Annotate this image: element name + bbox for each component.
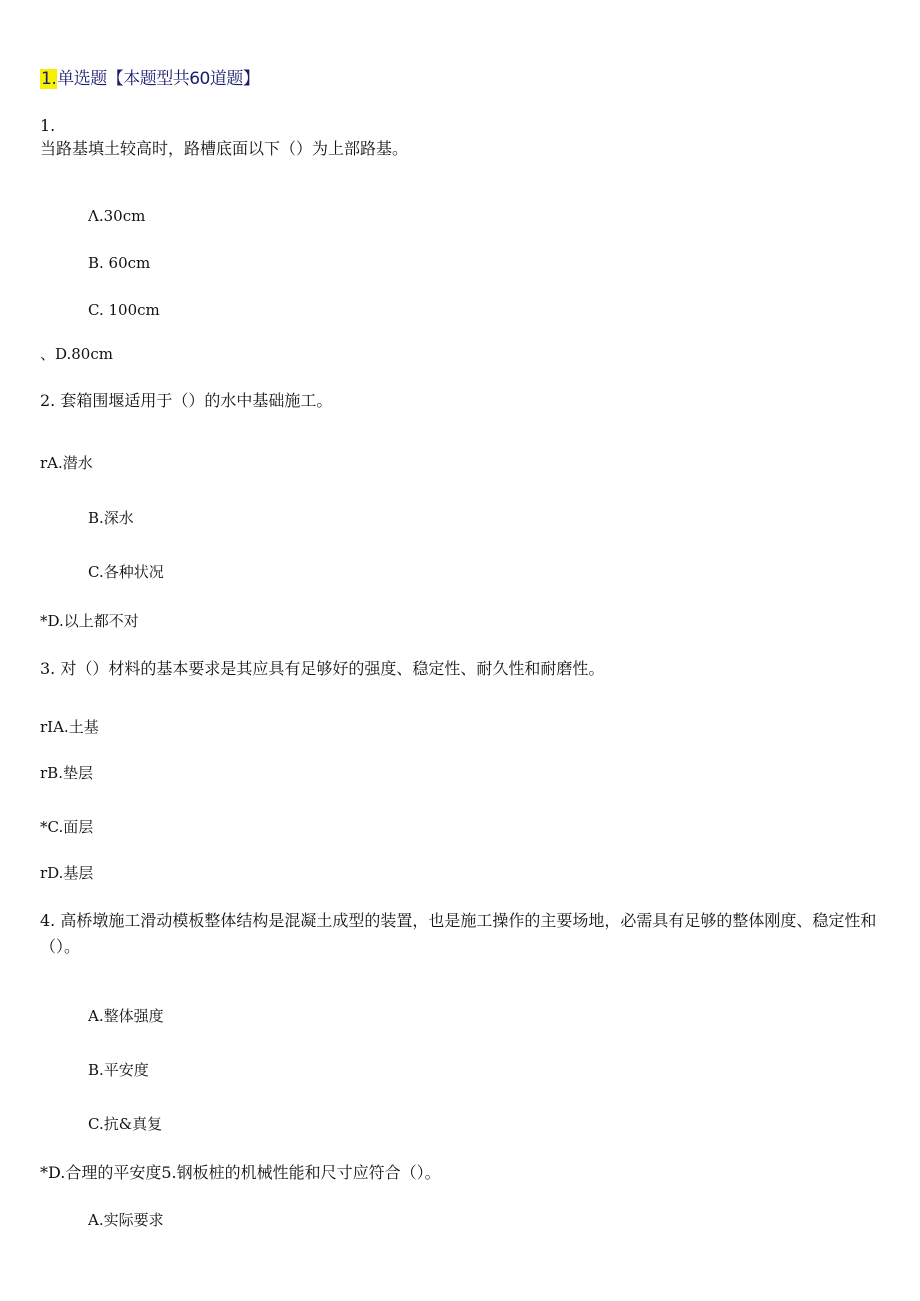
question-4-option-d-and-question-5-text[interactable]: *D.合理的平安度5.钢板桩的机械性能和尺寸应符合（）。: [40, 1163, 441, 1182]
question-1-option-d[interactable]: 、D.80cm: [40, 345, 113, 363]
question-3-option-d[interactable]: rD.基层: [40, 864, 94, 882]
section-number: 1.: [41, 69, 57, 89]
question-3-option-a[interactable]: rIA.土基: [40, 718, 99, 736]
question-4-option-c[interactable]: C.抗&真复: [88, 1115, 163, 1133]
question-1-option-b[interactable]: B. 60cm: [88, 254, 151, 272]
question-2-option-a[interactable]: rA.潜水: [40, 454, 93, 472]
question-2-option-b[interactable]: B.深水: [88, 509, 134, 527]
question-2-text: 2. 套箱围堰适用于（）的水中基础施工。: [40, 391, 333, 410]
question-1-option-a[interactable]: Λ.30cm: [88, 207, 146, 225]
question-1-option-c[interactable]: C. 100cm: [88, 301, 160, 319]
section-heading: [40, 64, 259, 89]
question-4-option-a[interactable]: A.整体强度: [88, 1007, 164, 1025]
question-2-option-c[interactable]: C.各种状况: [88, 563, 164, 581]
question-2-option-d[interactable]: *D.以上都不对: [40, 612, 139, 630]
question-3-option-c[interactable]: *C.面层: [40, 818, 94, 836]
question-1-number: 1.: [40, 116, 56, 135]
section-title: 单选题【本题型共60道题】: [57, 69, 260, 89]
question-1-text: 当路基填土较高时，路槽底面以下（）为上部路基。: [40, 139, 409, 158]
question-3-option-b[interactable]: rB.垫层: [40, 764, 93, 782]
question-4-text: 4. 高桥墩施工滑动模板整体结构是混凝土成型的装置，也是施工操作的主要场地，必需具有足够的整体刚度、稳定性和（）。: [40, 911, 877, 956]
question-3-text: 3. 对（）材料的基本要求是其应具有足够好的强度、稳定性、耐久性和耐磨性。: [40, 659, 605, 678]
question-5-option-a[interactable]: A.实际要求: [88, 1211, 164, 1229]
question-4-option-b[interactable]: B.平安度: [88, 1061, 149, 1079]
